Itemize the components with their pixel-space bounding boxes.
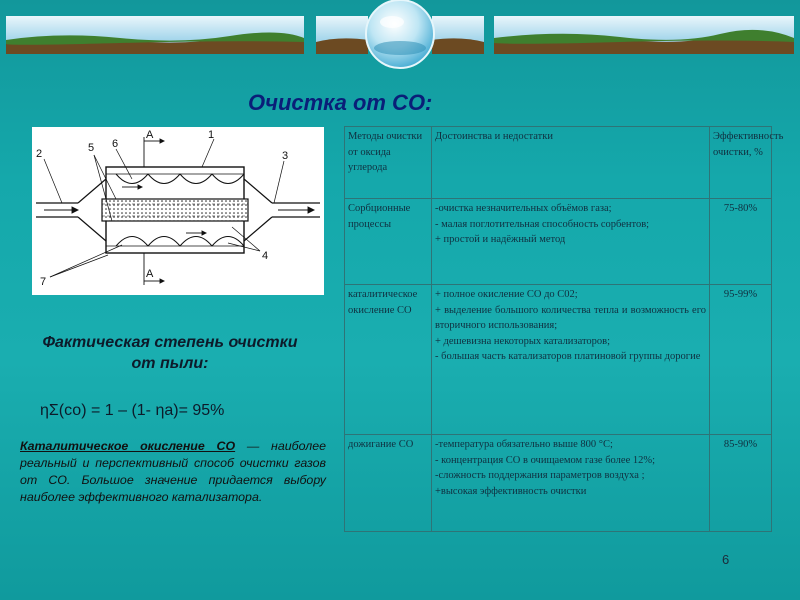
row-points <box>432 435 710 532</box>
converter-schematic <box>32 127 324 295</box>
row-efficiency: 75-80% <box>710 199 772 285</box>
diagram-label: A <box>146 268 154 280</box>
landscape-banner <box>0 0 800 72</box>
row-method: Сорбционные процессы <box>345 199 432 285</box>
table-row <box>345 285 772 435</box>
header-band <box>0 0 800 72</box>
point: +высокая эффективность очистки <box>435 485 587 497</box>
point: + полное окисление СО до С02; <box>435 289 578 300</box>
point: - большая часть катализаторов платиновой группы дорогие <box>435 351 701 362</box>
catalytic-paragraph <box>20 438 326 506</box>
banner-left <box>6 16 304 54</box>
diagram-label: 1 <box>208 129 215 141</box>
row-efficiency: 95-99% <box>710 285 772 435</box>
banner-mid-left <box>316 16 368 54</box>
point: + простой и надёжный метод <box>435 234 566 245</box>
header-pros-cons: Достоинства и недостатки <box>432 127 710 199</box>
diagram-label: 5 <box>88 142 95 154</box>
table-row <box>345 199 772 285</box>
point: -сложность поддержания параметров воздуха ; <box>435 470 645 481</box>
point: - концентрация СО в очищаемом газе более 12%; <box>435 454 656 466</box>
globe-icon <box>366 0 434 68</box>
methods-table <box>344 126 784 532</box>
diagram-label: A <box>146 129 154 141</box>
banner-mid-right <box>432 16 484 54</box>
page-number: 6 <box>722 552 730 567</box>
paragraph-body: — наиболее реальный и перспективный способ очистки газов от СО. Большое значение придается выбору наиболее эффективного катализатора. <box>20 439 326 504</box>
row-points <box>432 285 710 435</box>
point: + дешевизна некоторых катализаторов; <box>435 335 611 347</box>
table-row <box>345 435 772 532</box>
diagram-label: 6 <box>112 138 119 150</box>
slide-title: Очистка от СО: <box>248 90 433 115</box>
point: - малая поглотительная способность сорбентов; <box>435 218 650 230</box>
row-points <box>432 199 710 285</box>
efficiency-formula: ηΣ(со) = 1 – (1- ηа)= 95% <box>40 402 225 419</box>
header-method: Методы очистки от оксида углерода <box>345 127 432 199</box>
diagram-label: 3 <box>282 150 289 162</box>
purification-subtitle <box>30 332 310 374</box>
catalyst-bed <box>102 199 248 221</box>
table-header-row <box>345 127 772 199</box>
row-method: каталитическое окисление СО <box>345 285 432 435</box>
subtitle-line2: от пыли: <box>131 355 209 372</box>
row-efficiency: 85-90% <box>710 435 772 532</box>
converter-diagram <box>32 127 324 295</box>
point: -температура обязательно выше 800 °С; <box>435 439 613 450</box>
header-efficiency: Эффективность очистки, % <box>710 127 772 199</box>
row-method: дожигание СО <box>345 435 432 532</box>
diagram-label: 7 <box>40 276 47 288</box>
diagram-label: 4 <box>262 250 269 262</box>
banner-right <box>494 16 794 54</box>
point: + выделение большого количества тепла и возможность его вторичного использования; <box>435 304 706 331</box>
diagram-label: 2 <box>36 148 43 160</box>
point: -очистка незначительных объёмов газа; <box>435 203 612 214</box>
subtitle-line1: Фактическая степень очистки <box>42 334 298 351</box>
paragraph-highlight: Каталитическое окисление СО <box>20 439 236 453</box>
